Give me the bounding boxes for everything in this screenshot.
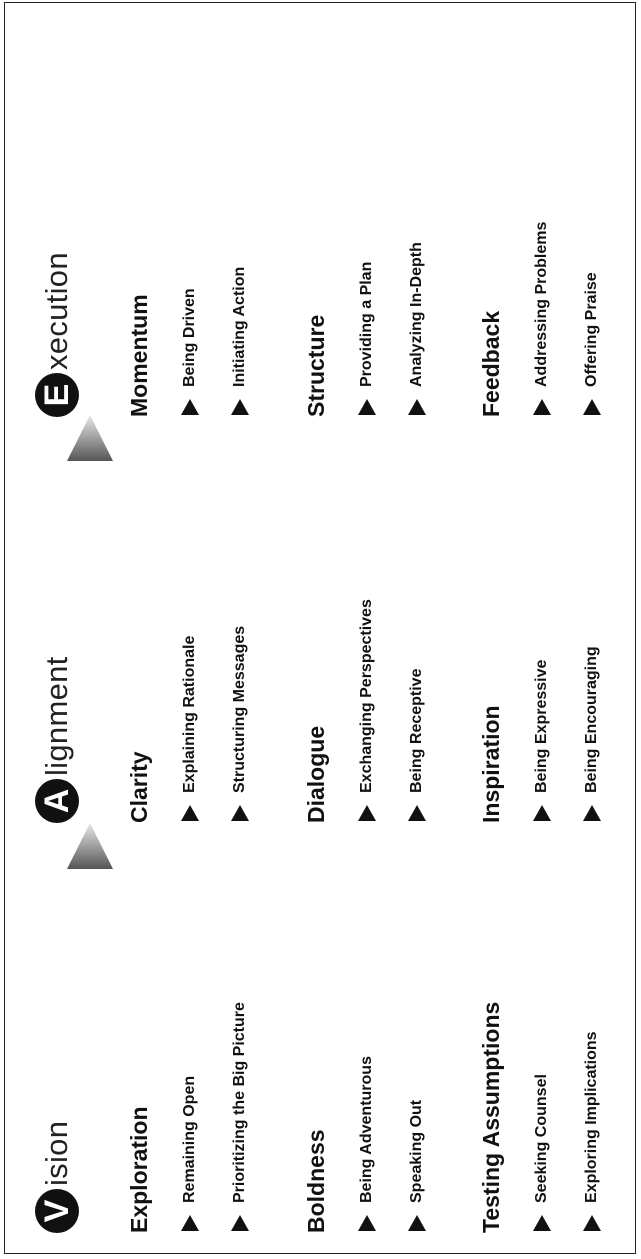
rotated-content: [5, 3, 637, 1255]
page-frame: [4, 2, 636, 1254]
triangle-bullet-icon: [408, 399, 426, 415]
item-label: Initiating Action: [231, 266, 248, 387]
group-title: Structure: [303, 314, 329, 417]
list-item: [175, 626, 205, 823]
group-inspiration: [475, 646, 607, 823]
triangle-bullet-icon: [533, 1215, 551, 1231]
item-label: Providing a Plan: [358, 261, 375, 387]
list-item: [577, 222, 607, 417]
group-title: Boldness: [303, 1129, 329, 1233]
item-label: Being Expressive: [533, 659, 550, 793]
triangle-bullet-icon: [583, 1215, 601, 1231]
heading-text: lignment: [39, 656, 74, 776]
group-clarity: [123, 626, 255, 823]
group-title: Feedback: [478, 310, 504, 417]
triangle-bullet-icon: [408, 805, 426, 821]
item-label: Being Receptive: [408, 668, 425, 793]
column-execution: [5, 17, 637, 417]
list-item: [225, 267, 255, 417]
group-title: Exploration: [126, 1106, 152, 1233]
column-heading: [33, 252, 81, 417]
heading-text: ision: [39, 1120, 74, 1186]
item-label: Being Driven: [181, 288, 198, 387]
list-item: [527, 222, 557, 417]
group-title: Clarity: [126, 751, 152, 823]
column-heading: [33, 1121, 81, 1233]
group-momentum: [123, 267, 255, 417]
group-title: Inspiration: [478, 705, 504, 823]
group-title: Dialogue: [303, 725, 329, 823]
group-title: Momentum: [126, 294, 152, 417]
list-item: [577, 1002, 607, 1233]
item-label: Exploring Implications: [583, 1031, 600, 1203]
list-item: [225, 1002, 255, 1233]
column-heading: [33, 656, 81, 823]
list-item: [577, 646, 607, 823]
list-item: [402, 599, 432, 823]
group-title: Testing Assumptions: [478, 1001, 504, 1233]
triangle-bullet-icon: [231, 805, 249, 821]
triangle-bullet-icon: [231, 1215, 249, 1231]
column-vision: [5, 833, 637, 1233]
item-label: Explaining Rationale: [181, 635, 198, 793]
item-label: Being Adventurous: [358, 1056, 375, 1203]
list-item: [225, 626, 255, 823]
list-item: [175, 267, 205, 417]
item-label: Analyzing In-Depth: [408, 242, 425, 387]
list-item: [352, 599, 382, 823]
triangle-bullet-icon: [358, 399, 376, 415]
item-label: Being Encouraging: [583, 646, 600, 793]
item-label: Offering Praise: [583, 272, 600, 387]
item-label: Exchanging Perspectives: [358, 599, 375, 793]
group-boldness: [300, 1056, 432, 1233]
list-item: [402, 242, 432, 417]
group-dialogue: [300, 599, 432, 823]
triangle-bullet-icon: [583, 399, 601, 415]
group-structure: [300, 242, 432, 417]
triangle-bullet-icon: [358, 1215, 376, 1231]
list-item: [402, 1056, 432, 1233]
list-item: [352, 1056, 382, 1233]
triangle-bullet-icon: [181, 399, 199, 415]
heading-text: xecution: [39, 252, 74, 370]
triangle-bullet-icon: [533, 805, 551, 821]
triangle-bullet-icon: [358, 805, 376, 821]
triangle-bullet-icon: [231, 399, 249, 415]
gradient-arrow-icon: [67, 415, 113, 461]
item-label: Seeking Counsel: [533, 1074, 550, 1203]
letter-badge: E: [35, 373, 79, 417]
letter-badge: A: [35, 779, 79, 823]
item-label: Speaking Out: [408, 1099, 425, 1203]
list-item: [175, 1002, 205, 1233]
list-item: [352, 242, 382, 417]
group-exploration: [123, 1002, 255, 1233]
gradient-arrow-icon: [67, 823, 113, 869]
item-label: Structuring Messages: [231, 625, 248, 793]
item-label: Addressing Problems: [533, 221, 550, 387]
list-item: [527, 646, 557, 823]
item-label: Remaining Open: [181, 1075, 198, 1203]
group-testing-assumptions: [475, 1002, 607, 1233]
list-item: [527, 1002, 557, 1233]
item-label: Prioritizing the Big Picture: [231, 1002, 248, 1203]
column-alignment: [5, 423, 637, 823]
triangle-bullet-icon: [583, 805, 601, 821]
group-feedback: [475, 222, 607, 417]
triangle-bullet-icon: [533, 399, 551, 415]
triangle-bullet-icon: [408, 1215, 426, 1231]
triangle-bullet-icon: [181, 1215, 199, 1231]
letter-badge: V: [35, 1189, 79, 1233]
triangle-bullet-icon: [181, 805, 199, 821]
